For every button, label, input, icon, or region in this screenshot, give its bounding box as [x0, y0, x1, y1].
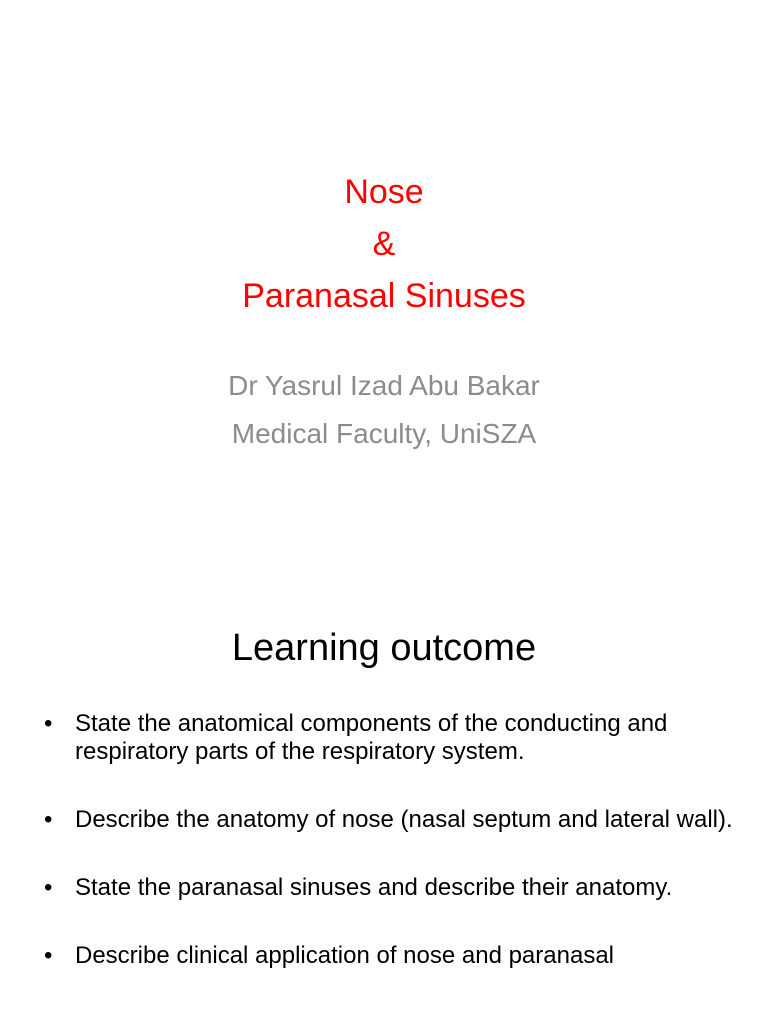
outcome-text: State the anatomical components of the conducting and respiratory parts of the respiratory system.: [75, 710, 668, 765]
outcome-item: [44, 806, 734, 834]
outcome-text: Describe clinical application of nose and paranasal: [75, 942, 614, 969]
learning-outcome-slide: [0, 576, 768, 1024]
title-line-sinuses: Paranasal Sinuses: [242, 277, 526, 315]
slide-title: [0, 166, 768, 322]
slide-subtitle: [0, 362, 768, 458]
bullet-icon: •: [44, 710, 53, 737]
author-affiliation: Medical Faculty, UniSZA: [231, 418, 537, 449]
author-name: Dr Yasrul Izad Abu Bakar: [228, 370, 540, 401]
outcome-item: [44, 874, 734, 902]
bullet-icon: •: [44, 806, 53, 833]
bullet-icon: •: [44, 874, 53, 901]
title-line-nose: Nose: [344, 173, 424, 211]
title-line-ampersand: &: [372, 225, 396, 263]
outcome-text: State the paranasal sinuses and describe their anatomy.: [75, 874, 673, 901]
outcome-item: [44, 942, 734, 970]
outcome-item: [44, 710, 734, 766]
outcome-text: Describe the anatomy of nose (nasal septum and lateral wall).: [75, 806, 733, 833]
slide-heading: Learning outcome: [231, 627, 537, 669]
bullet-icon: •: [44, 942, 53, 969]
outcome-list: [44, 710, 734, 1010]
